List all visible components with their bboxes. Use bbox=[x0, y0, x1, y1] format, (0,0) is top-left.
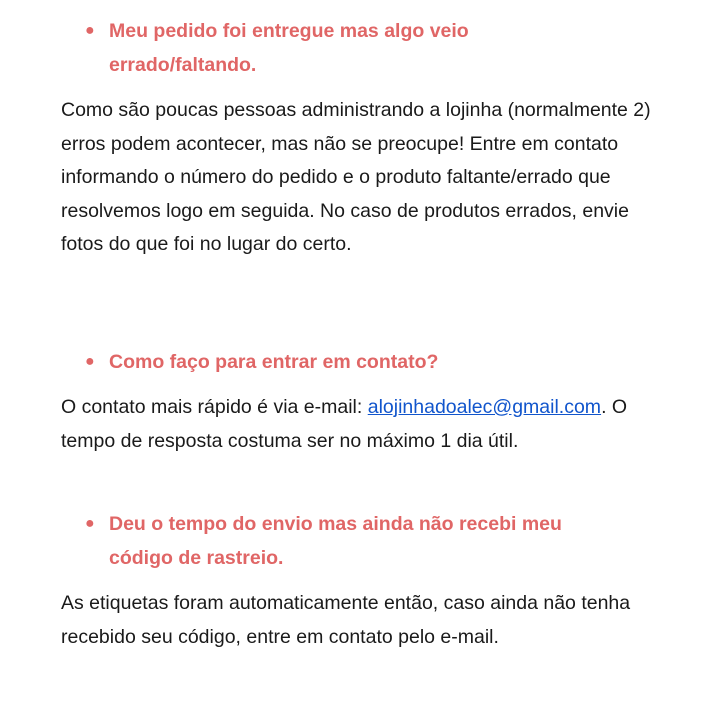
faq-item bbox=[61, 14, 671, 262]
faq-question-text: Como faço para entrar em contato? bbox=[109, 351, 439, 373]
bullet-icon: ● bbox=[85, 515, 95, 532]
faq-answer: Como são poucas pessoas administrando a lojinha (normalmente 2) erros podem acontecer, mas não se preocupe! Entre em contato informando o número do pedido e o produto faltante/errado que resolvemos logo em seguida. No caso de produtos errados, envie fotos do que foi no lugar do certo. bbox=[61, 99, 651, 256]
faq-answer bbox=[61, 391, 671, 458]
bullet-icon: ● bbox=[85, 353, 95, 370]
faq-answer: As etiquetas foram automaticamente então, caso ainda não tenha recebido seu código, entre em contato pelo e-mail. bbox=[61, 592, 631, 648]
email-link[interactable]: alojinhadoalec@gmail.com bbox=[367, 396, 602, 418]
faq-question bbox=[85, 14, 549, 82]
faq-question-text: Deu o tempo do envio mas ainda não recebi meu código de rastreio. bbox=[109, 513, 562, 569]
faq-item bbox=[61, 345, 671, 458]
faq-question bbox=[85, 507, 629, 575]
faq-question bbox=[85, 345, 549, 379]
faq-question-text: Meu pedido foi entregue mas algo veio errado/faltando. bbox=[109, 20, 469, 76]
faq-answer-text: O contato mais rápido é via e-mail: bbox=[61, 396, 368, 418]
faq-item bbox=[61, 507, 671, 654]
bullet-icon: ● bbox=[85, 22, 95, 39]
faq-answer-text: . O tempo de resposta costuma ser no máximo 1 dia útil. bbox=[61, 396, 628, 452]
